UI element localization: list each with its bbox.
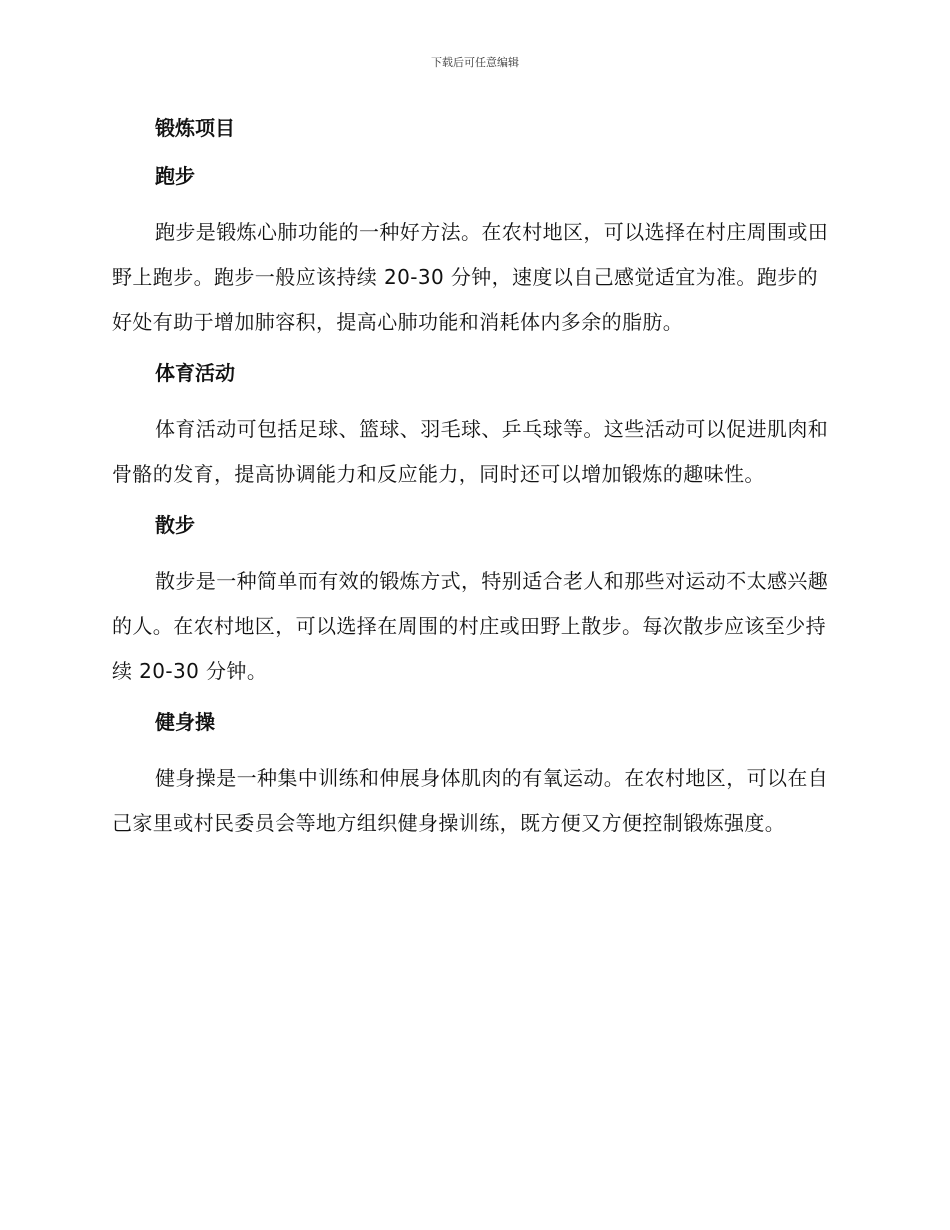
document-content	[112, 112, 832, 858]
section-heading-sports: 体育活动	[155, 361, 235, 385]
section-heading-walking: 散步	[155, 513, 195, 537]
section-body-aerobics: 健身操是一种集中训练和伸展身体肌肉的有氧运动。在农村地区，可以在自己家里或村民委员会等地方组织健身操训练，既方便又方便控制锻炼强度。	[112, 766, 829, 835]
section-body-running: 跑步是锻炼心肺功能的一种好方法。在农村地区，可以选择在村庄周围或田野上跑步。跑步一般应该持续 20-30 分钟，速度以自己感觉适宜为准。跑步的好处有助于增加肺容积，提高心肺功能和消耗体内多余的脂肪。	[112, 220, 829, 334]
section-heading-running: 跑步	[155, 164, 195, 188]
section-body-sports: 体育活动可包括足球、篮球、羽毛球、乒乓球等。这些活动可以促进肌肉和骨骼的发育，提高协调能力和反应能力，同时还可以增加锻炼的趣味性。	[112, 417, 829, 486]
section-heading-aerobics: 健身操	[155, 710, 215, 734]
document-title: 锻炼项目	[155, 116, 235, 140]
header-note: 下载后可任意编辑	[431, 56, 519, 69]
section-body-walking: 散步是一种简单而有效的锻炼方式，特别适合老人和那些对运动不太感兴趣的人。在农村地区，可以选择在周围的村庄或田野上散步。每次散步应该至少持续 20-30 分钟。	[112, 569, 829, 683]
